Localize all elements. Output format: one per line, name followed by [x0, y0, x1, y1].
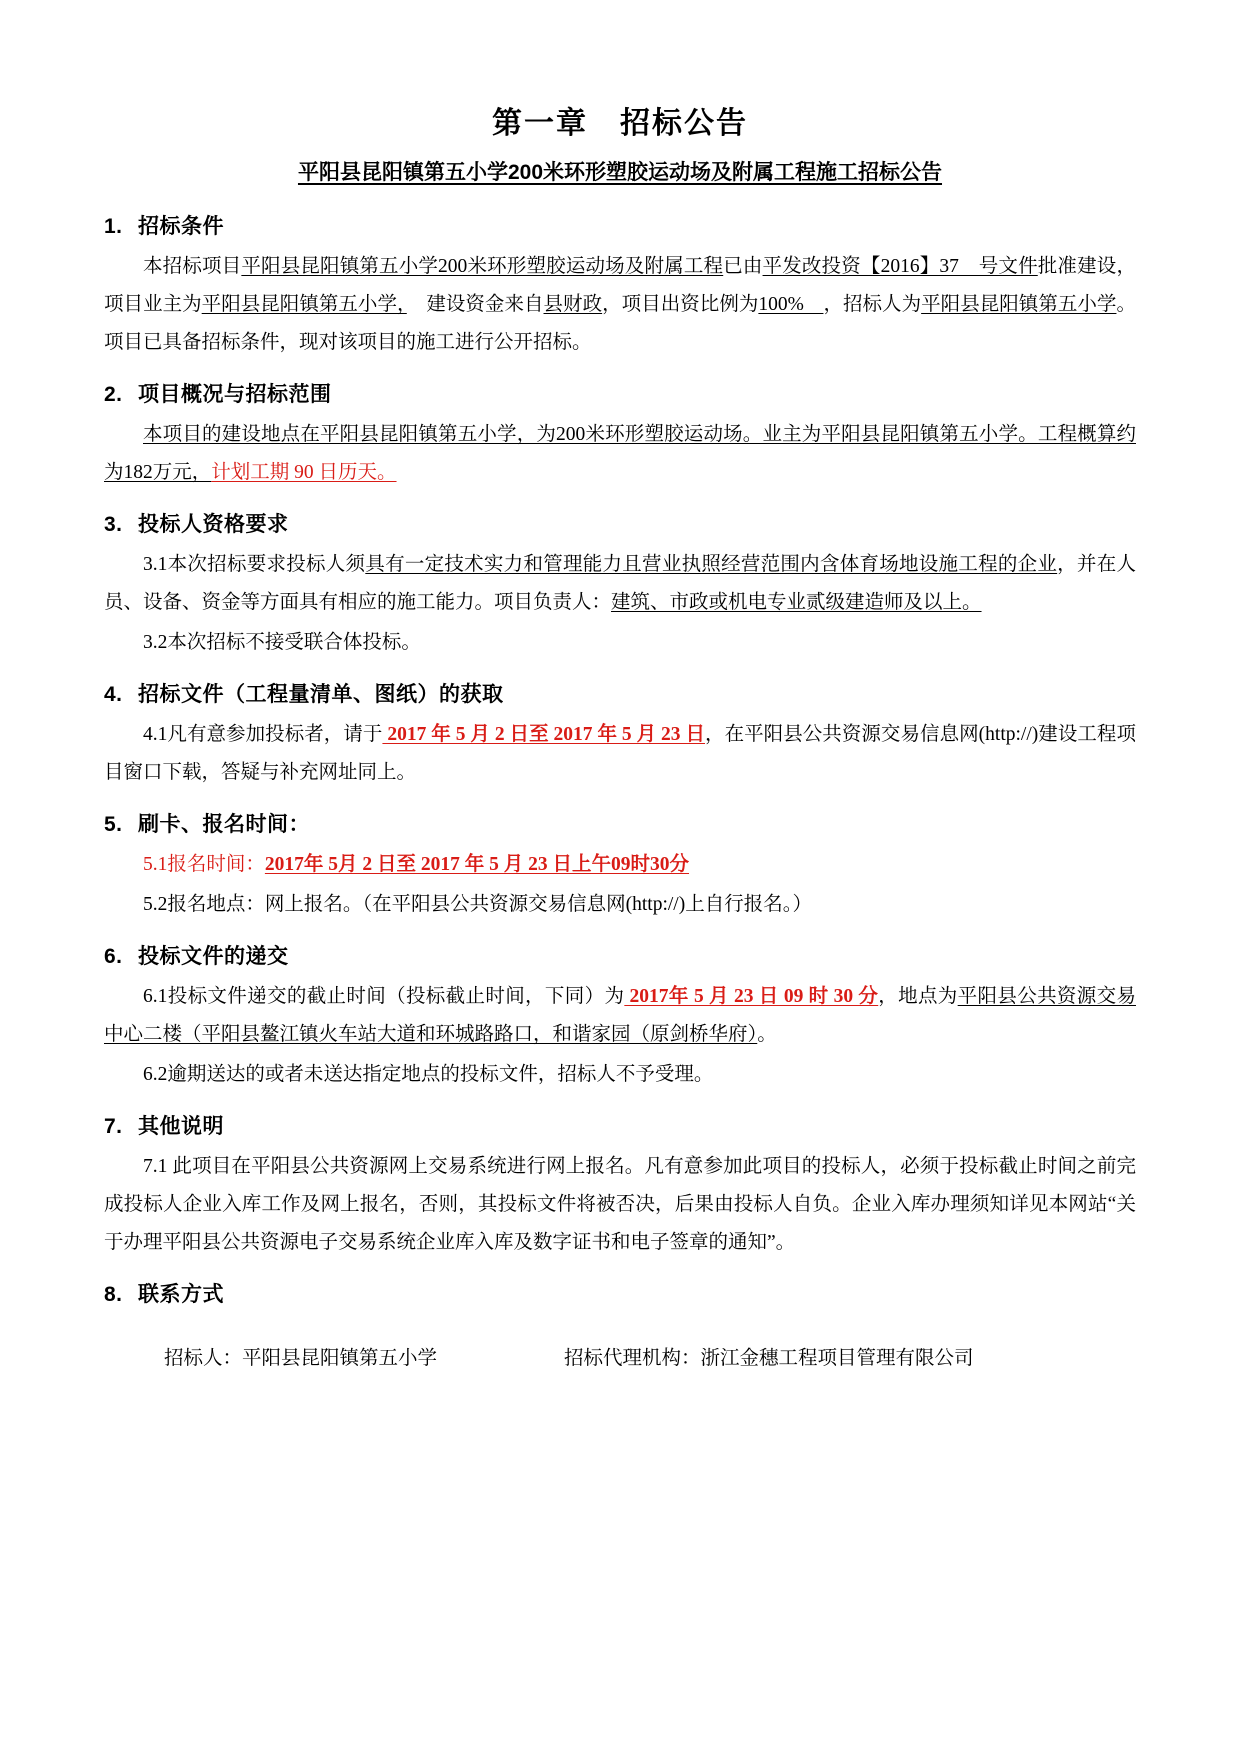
text-run-red-value: 2017年 5月 2 日至 2017 年 5 月 23 日上午09时30分 [264, 854, 690, 876]
text-run: 已由 [723, 256, 763, 277]
text-run-underline: 县财政 [543, 294, 603, 316]
text-run-underline: 平发改投资【2016】37 号文件 [762, 256, 1038, 277]
text-run: 批准建设，项目业主为 [104, 256, 1136, 316]
section-heading-4 [104, 678, 1136, 708]
text-run-underline: 100% [758, 294, 824, 316]
section-heading-5 [104, 808, 1136, 838]
section-title-5: 刷卡、报名时间： [138, 813, 310, 837]
section-4-paragraph [104, 716, 1136, 792]
page-title: 第一章 招标公告 [492, 107, 748, 140]
section-number-1: 1. [104, 215, 123, 238]
text-run: 。项目已具备招标条件，现对该项目的施工进行公开招标。 [104, 294, 1136, 354]
section-number-7: 7. [104, 1115, 123, 1139]
section-title-6: 投标文件的递交 [138, 945, 289, 969]
section-number-4: 4. [104, 683, 123, 707]
text-run-red: 2017年 5 月 23 日 09 时 30 分 [624, 986, 879, 1008]
section-title-1: 招标条件 [138, 215, 224, 238]
section-title-3: 投标人资格要求 [138, 513, 289, 537]
text-run: 上自行报名。） [685, 894, 812, 916]
section-number-5: 5. [104, 813, 123, 837]
text-run-red: 计划工期 90 日历天。 [211, 462, 397, 484]
section-heading-2 [104, 378, 1136, 408]
section-number-3: 3. [104, 513, 123, 537]
section-heading-6 [104, 940, 1136, 970]
text-run-underline: 平阳县昆阳镇第五小学 [921, 294, 1117, 316]
section-title-8: 联系方式 [138, 1283, 224, 1307]
section-6-paragraph-1 [104, 978, 1136, 1054]
section-5-paragraph-1 [104, 846, 1136, 884]
text-run: 6.1投标文件递交的截止时间（投标截止时间，下同）为 [143, 986, 625, 1008]
text-run-underline: 平阳县昆阳镇第五小学200米环形塑胶运动场及附属工程 [241, 256, 724, 277]
text-run: 3.1本次招标要求投标人须 [143, 554, 366, 576]
document-subtitle: 平阳县昆阳镇第五小学200米环形塑胶运动场及附属工程施工招标公告 [297, 161, 943, 184]
text-run: 。 [757, 1024, 777, 1046]
text-run-underline: 平阳县公共资源交易中心二楼（平阳县鳌江镇火车站大道和环城路路口，和谐家园（原剑桥华府） [104, 986, 1136, 1046]
text-run-underline: 平阳县昆阳镇第五小学， [201, 294, 407, 316]
text-run: 建设工程项目窗口下载，答疑与补充网址同上。 [104, 724, 1136, 784]
contact-agent: 招标代理机构：浙江金穗工程项目管理有限公司 [564, 1348, 974, 1370]
section-number-8: 8. [104, 1283, 123, 1307]
section-1-paragraph [104, 248, 1136, 362]
section-title-4: 招标文件（工程量清单、图纸）的获取 [138, 683, 504, 707]
text-run: ，项目出资比例为 [602, 294, 759, 316]
text-run: ，地点为 [878, 986, 958, 1008]
contact-row [104, 1342, 1136, 1370]
section-3-paragraph-2: 3.2本次招标不接受联合体投标。 [143, 632, 421, 654]
section-heading-3 [104, 508, 1136, 538]
section-number-2: 2. [104, 383, 123, 407]
section-heading-7 [104, 1110, 1136, 1140]
section-number-6: 6. [104, 945, 123, 969]
text-run: 本招标项目 [143, 256, 242, 277]
text-run: 建设资金来自 [406, 294, 544, 316]
section-heading-8 [104, 1278, 1136, 1308]
text-run: 5.2报名地点：网上报名。（在平阳县公共资源交易信息网(http://) [143, 894, 686, 916]
contact-tenderer: 招标人：平阳县昆阳镇第五小学 [164, 1348, 438, 1370]
text-run: ，在平阳县公共资源交易信息网(http://) [705, 724, 1039, 746]
text-run: 4.1凡有意参加投标者，请于 [143, 724, 383, 746]
section-6-paragraph-2: 6.2逾期送达的或者未送达指定地点的投标文件，招标人不予受理。 [143, 1064, 714, 1086]
section-2-paragraph [104, 416, 1136, 492]
text-run-red: 5.1报名时间： [143, 854, 265, 876]
section-heading-1 [104, 210, 1136, 240]
text-run-red: 2017 年 5 月 2 日至 2017 年 5 月 23 日 [382, 724, 706, 746]
section-5-paragraph-2 [104, 886, 1136, 924]
text-run-underline: 本项目的建设地点在平阳县昆阳镇第五小学，为200米环形塑胶运动场。业主为平阳县昆阳镇第五小学。工程概算约为182万元， [104, 424, 1136, 484]
text-run: ，招标人为 [823, 294, 922, 316]
text-run-underline: 建筑、市政或机电专业贰级建造师及以上。 [611, 592, 982, 614]
text-run-underline: 具有一定技术实力和管理能力且营业执照经营范围内含体育场地设施工程的企业 [365, 554, 1058, 576]
section-title-7: 其他说明 [138, 1115, 224, 1139]
section-7-paragraph: 7.1 此项目在平阳县公共资源网上交易系统进行网上报名。凡有意参加此项目的投标人，必须于投标截止时间之前完成投标人企业入库工作及网上报名，否则，其投标文件将被否决，后果由投标人自负。企业入库办理须知详见本网站“关于办理平阳县公共资源电子交易系统企业库入库及数字证书和电子签章的通知”。 [104, 1156, 1136, 1254]
text-run: ，并在人员、设备、资金等方面具有相应的施工能力。项目负责人： [104, 554, 1136, 614]
section-title-2: 项目概况与招标范围 [138, 383, 332, 407]
section-3-paragraph-1 [104, 546, 1136, 622]
